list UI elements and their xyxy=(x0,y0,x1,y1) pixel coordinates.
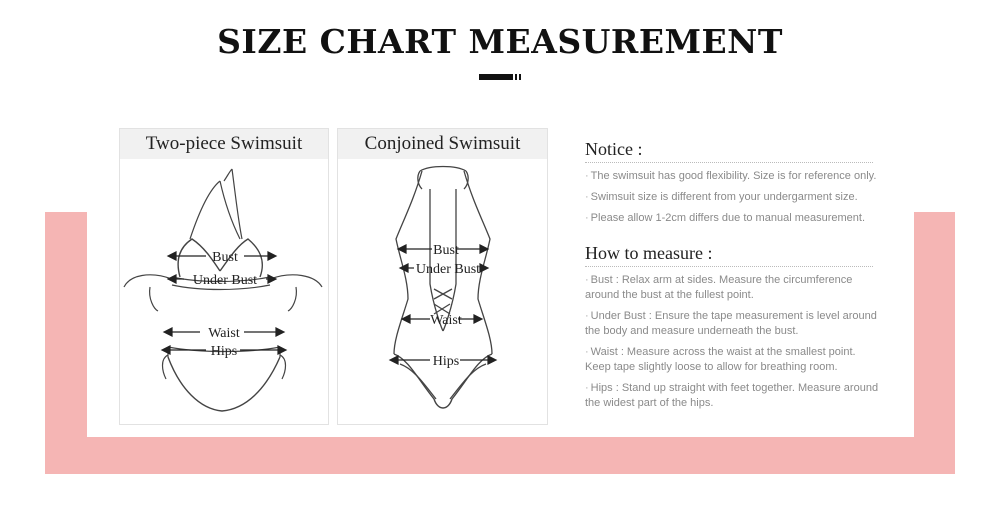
dotted-divider xyxy=(585,266,873,267)
bullet-icon: · xyxy=(585,274,589,286)
how-to-item: · Bust : Relax arm at sides. Measure the circumference around the bust at the fullest point. xyxy=(585,274,853,301)
two-piece-panel xyxy=(119,128,329,425)
two-piece-waist-label: Waist xyxy=(208,326,240,341)
notice-heading: Notice : xyxy=(585,139,643,159)
conjoined-under-bust-label: Under Bust xyxy=(415,262,481,277)
conjoined-hips-label: Hips xyxy=(432,354,460,369)
how-to-item: · Waist : Measure across the waist at the smallest point. Keep tape slightly loose to allow for breathing room. xyxy=(585,346,856,373)
how-to-heading: How to measure : xyxy=(585,243,713,263)
title-underline-tick xyxy=(515,74,517,80)
bullet-icon: · xyxy=(585,170,589,182)
bullet-icon: · xyxy=(585,346,589,358)
dotted-divider xyxy=(585,162,873,163)
bullet-icon: · xyxy=(585,310,589,322)
conjoined-bust-label: Bust xyxy=(433,243,459,258)
how-to-item: · Hips : Stand up straight with feet together. Measure around the widest part of the hips. xyxy=(585,382,879,409)
notice-section xyxy=(585,138,885,417)
title-underline xyxy=(479,74,513,80)
bullet-icon: · xyxy=(585,191,589,203)
page-title: SIZE CHART MEASUREMENT xyxy=(217,22,783,61)
title-underline-tick xyxy=(519,74,521,80)
notice-item: · The swimsuit has good flexibility. Size is for reference only. xyxy=(585,170,877,182)
bullet-icon: · xyxy=(585,382,589,394)
notice-item: · Swimsuit size is different from your undergarment size. xyxy=(585,191,858,203)
conjoined-waist-label: Waist xyxy=(430,313,462,328)
conjoined-illustration xyxy=(338,159,547,424)
conjoined-panel xyxy=(337,128,548,425)
two-piece-bust-label: Bust xyxy=(212,250,238,265)
conjoined-heading: Conjoined Swimsuit xyxy=(338,129,547,159)
notice-item: · Please allow 1-2cm differs due to manual measurement. xyxy=(585,212,865,224)
how-to-item: · Under Bust : Ensure the tape measurement is level around the body and measure underneath the bust. xyxy=(585,310,877,337)
two-piece-under-bust-label: Under Bust xyxy=(192,273,258,288)
two-piece-heading: Two-piece Swimsuit xyxy=(120,129,328,159)
two-piece-illustration xyxy=(120,159,328,424)
bullet-icon: · xyxy=(585,212,589,224)
two-piece-hips-label: Hips xyxy=(210,344,238,359)
